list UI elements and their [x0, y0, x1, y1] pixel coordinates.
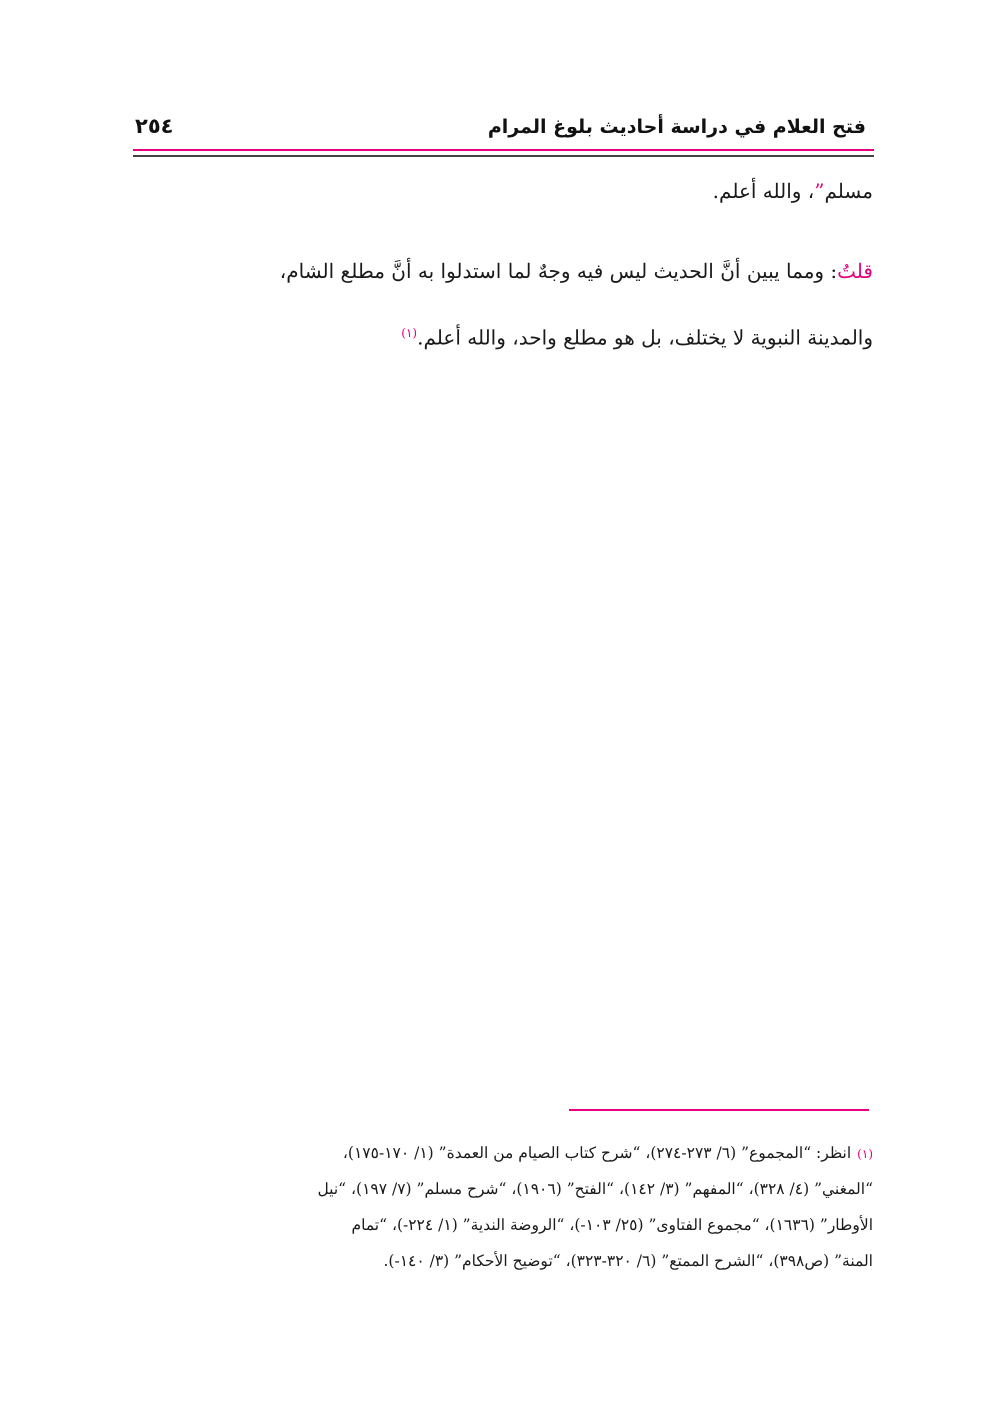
- body-text-segment: مسلم: [824, 179, 873, 203]
- body-text-segment: : ومما يبين أنَّ الحديث ليس فيه وجهٌ لما استدلوا به أنَّ مطلع الشام،: [279, 259, 838, 283]
- body-line-2: [132, 252, 873, 290]
- footnote-text: انظر: “المجموع” (٦/ ٢٧٣-٢٧٤)، “شرح كتاب الصيام من العمدة” (١/ ١٧٠-١٧٥)،: [342, 1144, 852, 1162]
- footnote-line-4: [132, 1244, 873, 1278]
- qultu-lead-word: قلتُ: [837, 259, 873, 283]
- footnote-reference[interactable]: (١): [401, 326, 418, 340]
- footnote-line-1: [132, 1136, 873, 1171]
- footnote-text: الأوطار” (١٦٣٦)، “مجموع الفتاوى” (٢٥/ ١٠٣-)، “الروضة الندية” (١/ ٢٢٤-)، “تمام: [351, 1216, 873, 1234]
- header-rule-accent: [133, 149, 874, 151]
- footnote-separator: [569, 1109, 869, 1111]
- footnote-text: المنة” (ص٣٩٨)، “الشرح الممتع” (٦/ ٣٢٠-٣٢٣)، “توضيح الأحكام” (٣/ ١٤٠-).: [383, 1252, 873, 1270]
- footnote-line-3: [132, 1208, 873, 1242]
- body-text-segment: ، والله أعلم.: [712, 179, 815, 203]
- closing-quote-mark: ”: [814, 179, 825, 203]
- header-rule: [133, 155, 874, 157]
- footnote-number: (١): [857, 1147, 873, 1161]
- body-line-3: [132, 314, 873, 357]
- footnote-line-2: [132, 1172, 873, 1206]
- body-line-1: [132, 172, 873, 210]
- footnote-text: “المغني” (٤/ ٣٢٨)، “المفهم” (٣/ ١٤٢)، “الفتح” (١٩٠٦)، “شرح مسلم” (٧/ ١٩٧)، “نيل: [317, 1180, 873, 1198]
- page-header: [133, 112, 874, 144]
- running-title: فتح العلام في دراسة أحاديث بلوغ المرام: [487, 116, 866, 138]
- body-text-segment: والمدينة النبوية لا يختلف، بل هو مطلع واحد، والله أعلم.: [417, 325, 873, 350]
- page-number: ٢٥٤: [135, 114, 174, 138]
